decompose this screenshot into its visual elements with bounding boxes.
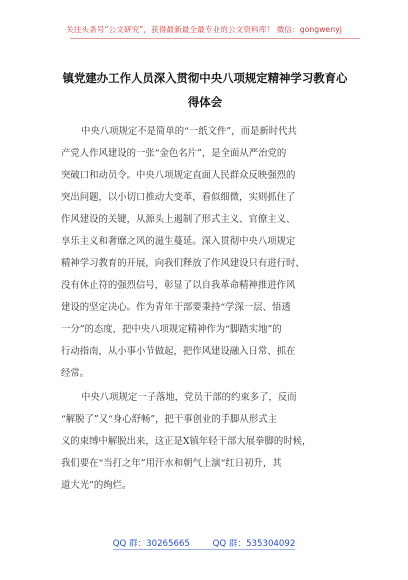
text-line: 义的束缚中解脱出来，这正是X镇年轻干部大展拳脚的时候， [61, 436, 312, 447]
text-line: 经常。 [61, 368, 90, 379]
text-line: 作风建设的关键，从源头上遏制了形式主义、官僚主义、 [61, 214, 296, 225]
header-divider [70, 38, 360, 39]
text-line: 中央八项规定一子落地，党员干部的约束多了，反而 [81, 392, 297, 403]
text-line: 行动指南，从小事小节做起，把作风建设融入日常、抓在 [61, 346, 296, 357]
text-line: 道大光”的绚烂。 [61, 480, 132, 491]
header-banner: 关注头条号“公文研究”，获得最新最全最专业的公文资料库！ 微信：gongwenyj [66, 25, 342, 34]
text-line: 突破口和动员令。中央八项规定直面人民群众反映强烈的 [61, 170, 296, 181]
paragraph-1 [61, 121, 345, 385]
text-line: 中央八项规定不是简单的“一纸文件”，而是新时代共 [81, 126, 297, 137]
text-line: 精神学习教育的开展，向我们释放了作风建设只有进行时、 [61, 258, 305, 269]
footer [0, 537, 408, 549]
footer-underline [113, 549, 295, 550]
paragraph-2 [61, 387, 345, 497]
text-line: 建设的坚定决心。作为青年干部要秉持“学深一层、悟透 [61, 302, 291, 313]
text-line: “解脱了”又“身心舒畅”，把干事创业的手脚从形式主 [61, 414, 278, 425]
text-line: 突出问题，以小切口推动大变革，看似细微，实则抓住了 [61, 192, 296, 203]
text-line: 没有休止符的强烈信号，彰显了以自我革命精神推进作风 [61, 280, 296, 291]
document-title [60, 66, 350, 114]
text-line: 享乐主义和奢靡之风的滋生蔓延。深入贯彻中央八项规定 [61, 236, 296, 247]
title-line: 镇党建办工作人员深入贯彻中央八项规定精神学习教育心 [62, 71, 348, 85]
title-line: 得体会 [187, 95, 223, 109]
text-line: 产党人作风建设的一张“金色名片”，是全面从严治党的 [61, 148, 287, 159]
qq-group-1: QQ 群：30265665 [112, 539, 190, 549]
text-line: 一分”的态度，把中央八项规定精神作为“脚踏实地”的 [61, 324, 282, 335]
text-line: 我们要在“当打之年”用汗水和朝气上演“红日初升，其 [61, 458, 282, 469]
qq-group-2: QQ 群：535304092 [212, 539, 296, 549]
